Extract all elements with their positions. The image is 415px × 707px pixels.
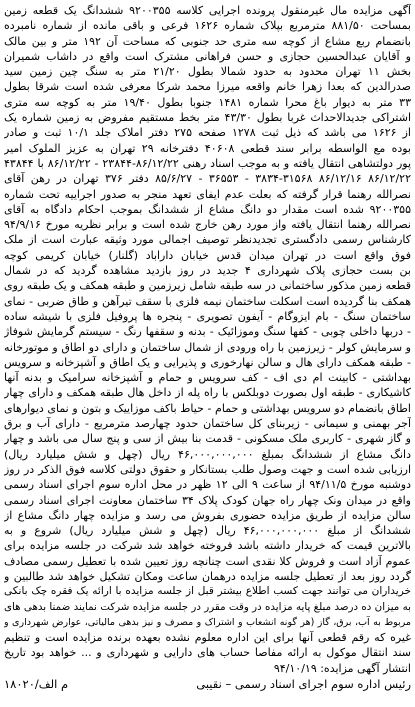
notice-line: قطعه زمین مذکور ساختمانی در سه طبقه شامل زیرزمین و طبقه همکف و یک طبقه روی — [4, 279, 411, 293]
notice-line: ارزیابی شده است و جهت وصول طلب بستانکار و حقوق دولتی کلاسه فوق الذکر در روز — [4, 462, 411, 476]
notice-line: - دربها داخلی چوبی - کفها سنگ وموزائیک - بدنه و سقفها رنگ - سیستم گرمایش شوفاژ — [4, 325, 411, 339]
notice-line: ساختمان سنگ - بام ایزوگام - آیفون تصویری - پنجره ها پروفیل فلزی با شیشه ساده — [4, 309, 411, 323]
notice-line: و گاز شهری - کاربری ملک مسکونی - قدمت بنا بیش از سی و پنج سال می باشد و چهار — [4, 432, 411, 446]
notice-line: اطاق بانضمام دو سرویس بهداشتی و حمام - حیاط باکف موزاییک و بتون و نمای دیوارهای — [4, 401, 411, 415]
notice-line: سالن مزایده از طریق مزایده حضوری بفروش می رسد و مزایده چهار دانگ مشاع از — [4, 508, 411, 522]
notice-line: و سرمایش کولر - زیرزمین با راه ورودی از شمال ساختمان و دارای دو اطاق و موتورخانه — [4, 340, 411, 354]
notice-line: دوشنبه مورخ ۹۴/۱۱/۵ از ساعت ۹ الی ۱۲ ظهر در محل اداره سوم اجرای اسناد رسمی — [4, 478, 411, 492]
notice-line: فوق واقع است در تهران میدان قدس خیابان داراباد (گلنار) خیابان کریمی کوچه — [4, 248, 411, 262]
notice-line: ۸۶/۱۲/۲۲ ۸۶/۱۲/۱۶ ۳۸۳۴-۳۱۵۶۸ - ۳۶۵۵۳ - ۸۵/۶/۲۷ دفتر ۳۷۶ تهران در رهن آقای — [4, 172, 411, 186]
notice-line: آجر بهمنی و سیمانی - زیربنای کل ساختمان حدود چهارصد مترمربع - دارای آب و برق — [4, 417, 411, 431]
signature-row — [4, 677, 411, 692]
notice-line: کاشیکاری - طبقه اول بصورت دوبلکس با راه پله از داخل هال طبقه همکف و دارای چهار — [4, 386, 411, 400]
notice-line: نصرالله رهنما قرار گرفته که بعلت عدم ایفای تعهد منجر به صدور اجراییه تحت شماره — [4, 187, 411, 201]
notice-line: گردد روز بعد از تعطیل جلسه مزایده درهمان ساعت ومکان تشکیل خواهد شد طالبین و — [4, 569, 411, 583]
notice-line: مربوط به آب، برق، گاز (هر گونه انشعاب و اشتراک و مصرف و نیز بدهی مالیاتی، عوارض شهرداری و — [4, 616, 411, 628]
notice-line: - طبقه همکف دارای هال و سالن نهارخوری و پذیرایی و یک اطاق و آشپزخانه و سرویس — [4, 355, 411, 369]
notice-line: بهداشتی - کابینت ام دی اف - کف سرویس و حمام و آشپزخانه سرامیک و بدنه آنها — [4, 371, 411, 385]
notice-line: کارشناس رسمی دادگستری تجدیدنظر توصیف اجمالی مورد وثیقه عبارت است از ملک — [4, 233, 411, 247]
notice-line: بمساحت ۸۸۱/۵۰ مترمربع بپلاک شماره ۱۶۲۶ فرعی و باقی مانده از شماره نامبرده — [4, 19, 411, 33]
notice-line: ششدانگ از مبلغ ۴۶,۰۰۰,۰۰۰,۰۰۰ ریال (چهل و شش میلیارد ریال) شروع و به — [4, 524, 411, 538]
notice-line: همکف بنا گردیده است اسکلت ساختمان نیمه فلزی با سقف تیرآهن و طاق ضربی - نمای — [4, 294, 411, 308]
notice-line: به میزان ده درصد مبلغ پایه مزایده در وقت مقرر در جلسه مزایده شرکت نمایند ضمنا بدهی های — [4, 600, 411, 613]
notice-line: عموم آزاد است و فروش کلا نقدی است چنانچه روز تعیین شده با تعطیل رسمی مصادف — [4, 554, 411, 568]
notice-line: و آقایان عبدالحسین حجازی و حسن فراهانی مشترک است واقع در داشاب شمیران — [4, 49, 411, 63]
notice-line: دانگ مشاع از ششدانگ بمبلغ ۴۶,۰۰۰,۰۰۰,۰۰۰ ریال (چهل و شش میلیارد ریال) — [4, 447, 411, 461]
notice-line: صدرالدین که بعدا زهرا خانم واقعه میرزا محمد شرکا معرفی شده است شرقا بطول — [4, 80, 411, 94]
notice-line: ۳۳ متر به دیوار باغ محرا شماره ۱۴۸۱ جنوبا بطول ۱۹/۴۰ متر به کوچه سه متری — [4, 95, 411, 109]
notice-line: خریداران می توانند جهت کسب اطلاع بیشتر قبل از جلسه مزایده با ارائه یک فقره چک بانکی — [4, 585, 411, 598]
notice-line: ۹۲۰۰۳۵۵ شده است مقدار دو دانگ مشاع از ششدانگ بموجب احکام دادگاه به آقای — [4, 202, 411, 216]
notice-line: از ۱۶۲۶ می باشد که ذیل ثبت ۱۲۷۸ صفحه ۲۷۵ دفتر املاک جلد ۱۰/۱ ثبت و صادر — [4, 126, 411, 140]
notice-line: پور دولتشاهی انتقال یافته و به موجب اسناد رهنی ۸۶/۱۲/۲۲-۲۳۸۴۴ - ۸۶/۱۲/۲۲ با ۴۳۸۴۴ — [4, 156, 411, 170]
notice-code: ۱۸۰۲۰/م الف — [4, 677, 69, 691]
notice-body — [4, 3, 411, 676]
notice-line: بن بست حجازی پلاک شهرداری ۴ جدید در روز بازدید مشاهده گردید که در شمال — [4, 264, 411, 278]
notice-line: بوده مع الواسطه برابر سند قطعی ۴۰۶۰۸ دفترخانه ۲۹ تهران به عزیز الملوک امیر — [4, 141, 411, 155]
notice-line: اشتراکی جدیدالاحداث غربا بطول ۴۳/۳۰ متر بخط مستقیم مفروض به زمین شماره یک — [4, 111, 411, 125]
notice-line: بالاترین قیمت که خریدار داشته باشد فروخته خواهد شد شرکت در جلسه مزایده برای — [4, 539, 411, 553]
signatory-office: رئیس اداره سوم اجرای اسناد رسمی – نقیبی — [196, 677, 411, 691]
notice-line: سند انتقال موکول به ارائه مفاصا حساب های دارایی و شهرداری و ... خواهد بود تاریخ — [4, 646, 411, 660]
notice-line: آگهی مزایده مال غیرمنقول پرونده اجرایی کلاسه ۹۲۰۰۳۵۵ ششدانگ یک قطعه زمین — [4, 4, 411, 17]
notice-line: بخش ۱۱ تهران محدود به حدود شمالا بطول ۲۱/۲۰ متر به سنگ چین زمین سید — [4, 65, 411, 79]
publication-date-line: انتشار آگهی مزایده: ۹۴/۱۰/۱۹ — [273, 661, 411, 675]
notice-line: واقع در میدان ونک چهار راه جهان کودک پلاک ۳۴ ساختمان معاونت اجرای اسناد رسمی — [4, 493, 411, 507]
notice-line: نصرالله رهنما انتقال یافته واز مورد رهن خارج شده است و برابر نظریه مورخ ۹۴/۹/۱۶ — [4, 218, 411, 232]
notice-line: بانضمام ربع مشاع از کوچه سه متری حد جنوبی که مساحت آن ۱۹۲ متر و بین مالک — [4, 34, 411, 48]
notice-line: غیره که رقم قطعی آنها برای این اداره معلوم نشده بعهده برنده مزایده است و تنظیم — [4, 631, 411, 645]
